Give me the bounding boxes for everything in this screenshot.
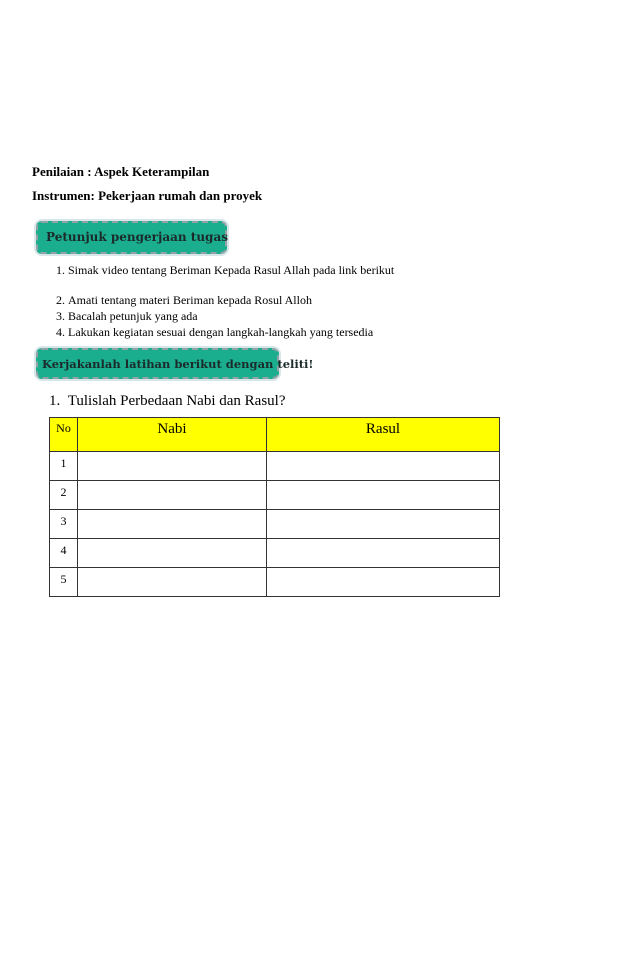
- step-list: [40, 262, 394, 340]
- nabi-cell[interactable]: [78, 539, 267, 568]
- instructions-banner: [36, 221, 227, 254]
- nabi-cell[interactable]: [78, 510, 267, 539]
- exercise-banner-label: Kerjakanlah latihan berikut dengan teliti!: [42, 357, 314, 371]
- question-text: Tulislah Perbedaan Nabi dan Rasul?: [67, 393, 286, 409]
- rasul-cell[interactable]: [267, 481, 500, 510]
- table-row: [50, 568, 500, 597]
- row-number: 1: [50, 452, 78, 481]
- rasul-cell[interactable]: [267, 539, 500, 568]
- step-item: 2. Amati tentang materi Beriman kepada Rosul Alloh: [68, 292, 394, 308]
- row-number: 5: [50, 568, 78, 597]
- step-item: 3. Bacalah petunjuk yang ada: [68, 308, 394, 324]
- assessment-instrument: Instrumen: Pekerjaan rumah dan proyek: [32, 188, 263, 203]
- header-nabi: Nabi: [78, 418, 267, 452]
- table-row: [50, 481, 500, 510]
- instructions-banner-label: Petunjuk pengerjaan tugas: [46, 230, 228, 244]
- assessment-title: Penilaian : Aspek Keterampilan: [32, 164, 210, 179]
- row-number: 4: [50, 539, 78, 568]
- table-row: [50, 510, 500, 539]
- header-rasul: Rasul: [267, 418, 500, 452]
- nabi-cell[interactable]: [78, 568, 267, 597]
- nabi-cell[interactable]: [78, 481, 267, 510]
- row-number: 3: [50, 510, 78, 539]
- step-item: 4. Lakukan kegiatan sesuai dengan langkah-langkah yang tersedia: [68, 324, 394, 340]
- nabi-cell[interactable]: [78, 452, 267, 481]
- rasul-cell[interactable]: [267, 452, 500, 481]
- step-item: 1. Simak video tentang Beriman Kepada Rasul Allah pada link berikut: [68, 262, 394, 278]
- question: 1. Tulislah Perbedaan Nabi dan Rasul?: [49, 393, 286, 409]
- rasul-cell[interactable]: [267, 510, 500, 539]
- header-no: No: [50, 418, 78, 452]
- comparison-table: [49, 417, 500, 597]
- table-row: [50, 539, 500, 568]
- table-row: [50, 452, 500, 481]
- row-number: 2: [50, 481, 78, 510]
- rasul-cell[interactable]: [267, 568, 500, 597]
- exercise-banner: [36, 348, 314, 379]
- table-header-row: [50, 418, 500, 452]
